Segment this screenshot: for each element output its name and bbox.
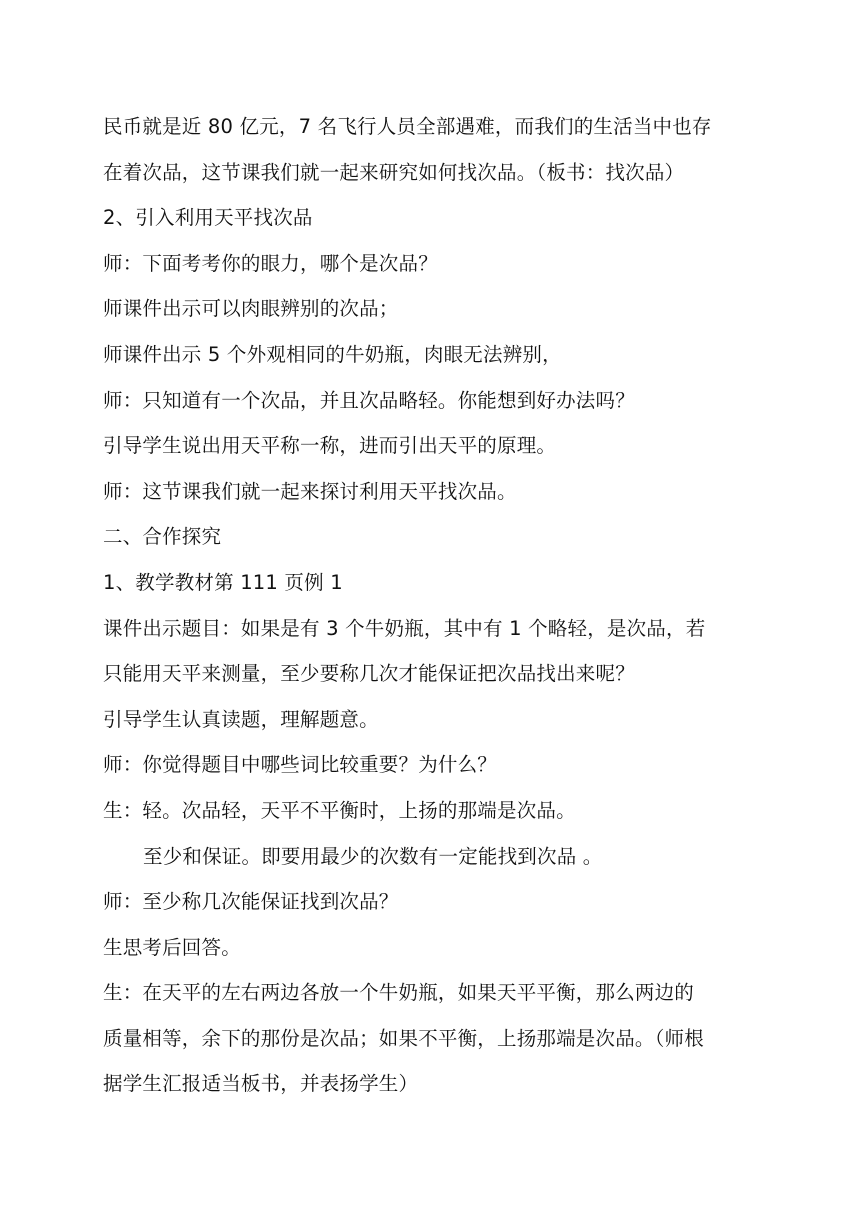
document-body bbox=[103, 104, 763, 1107]
text-line: 引导学生认真读题，理解题意。 bbox=[103, 707, 379, 731]
text-line: 师：你觉得题目中哪些词比较重要？为什么？ bbox=[103, 753, 498, 777]
indented-text-line: 至少和保证。即要用最少的次数有一定能找到次品 。 bbox=[143, 844, 603, 868]
text-line: 据学生汇报适当板书，并表扬学生） bbox=[103, 1072, 419, 1096]
text-line: 质量相等，余下的那份是次品；如果不平衡，上扬那端是次品。（师根 bbox=[103, 1026, 704, 1050]
text-line: 生：在天平的左右两边各放一个牛奶瓶，如果天平平衡，那么两边的 bbox=[103, 981, 695, 1005]
section-heading: 1、教学教材第 111 页例 1 bbox=[103, 570, 343, 594]
text-line: 引导学生说出用天平称一称，进而引出天平的原理。 bbox=[103, 434, 557, 458]
text-line: 师：下面考考你的眼力，哪个是次品？ bbox=[103, 251, 438, 275]
text-line: 只能用天平来测量，至少要称几次才能保证把次品找出来呢？ bbox=[103, 662, 635, 686]
text-line: 在着次品，这节课我们就一起来研究如何找次品。（板书：找次品） bbox=[103, 160, 685, 184]
text-line: 课件出示题目：如果是有 3 个牛奶瓶，其中有 1 个略轻，是次品，若 bbox=[103, 616, 706, 640]
text-line: 师课件出示可以肉眼辨别的次品； bbox=[103, 297, 399, 321]
text-line: 生：轻。次品轻，天平不平衡时，上扬的那端是次品。 bbox=[103, 798, 576, 822]
section-heading: 2、引入利用天平找次品 bbox=[103, 206, 313, 230]
text-line: 师课件出示 5 个外观相同的牛奶瓶，肉眼无法辨别， bbox=[103, 342, 562, 366]
text-line: 师：这节课我们就一起来探讨利用天平找次品。 bbox=[103, 479, 517, 503]
text-line: 师：只知道有一个次品，并且次品略轻。你能想到好办法吗？ bbox=[103, 388, 635, 412]
text-line: 师：至少称几次能保证找到次品？ bbox=[103, 890, 399, 914]
section-heading: 二、合作探究 bbox=[103, 525, 222, 549]
text-line: 民币就是近 80 亿元，7 名飞行人员全部遇难，而我们的生活当中也存 bbox=[103, 115, 712, 138]
text-line: 生思考后回答。 bbox=[103, 935, 241, 959]
